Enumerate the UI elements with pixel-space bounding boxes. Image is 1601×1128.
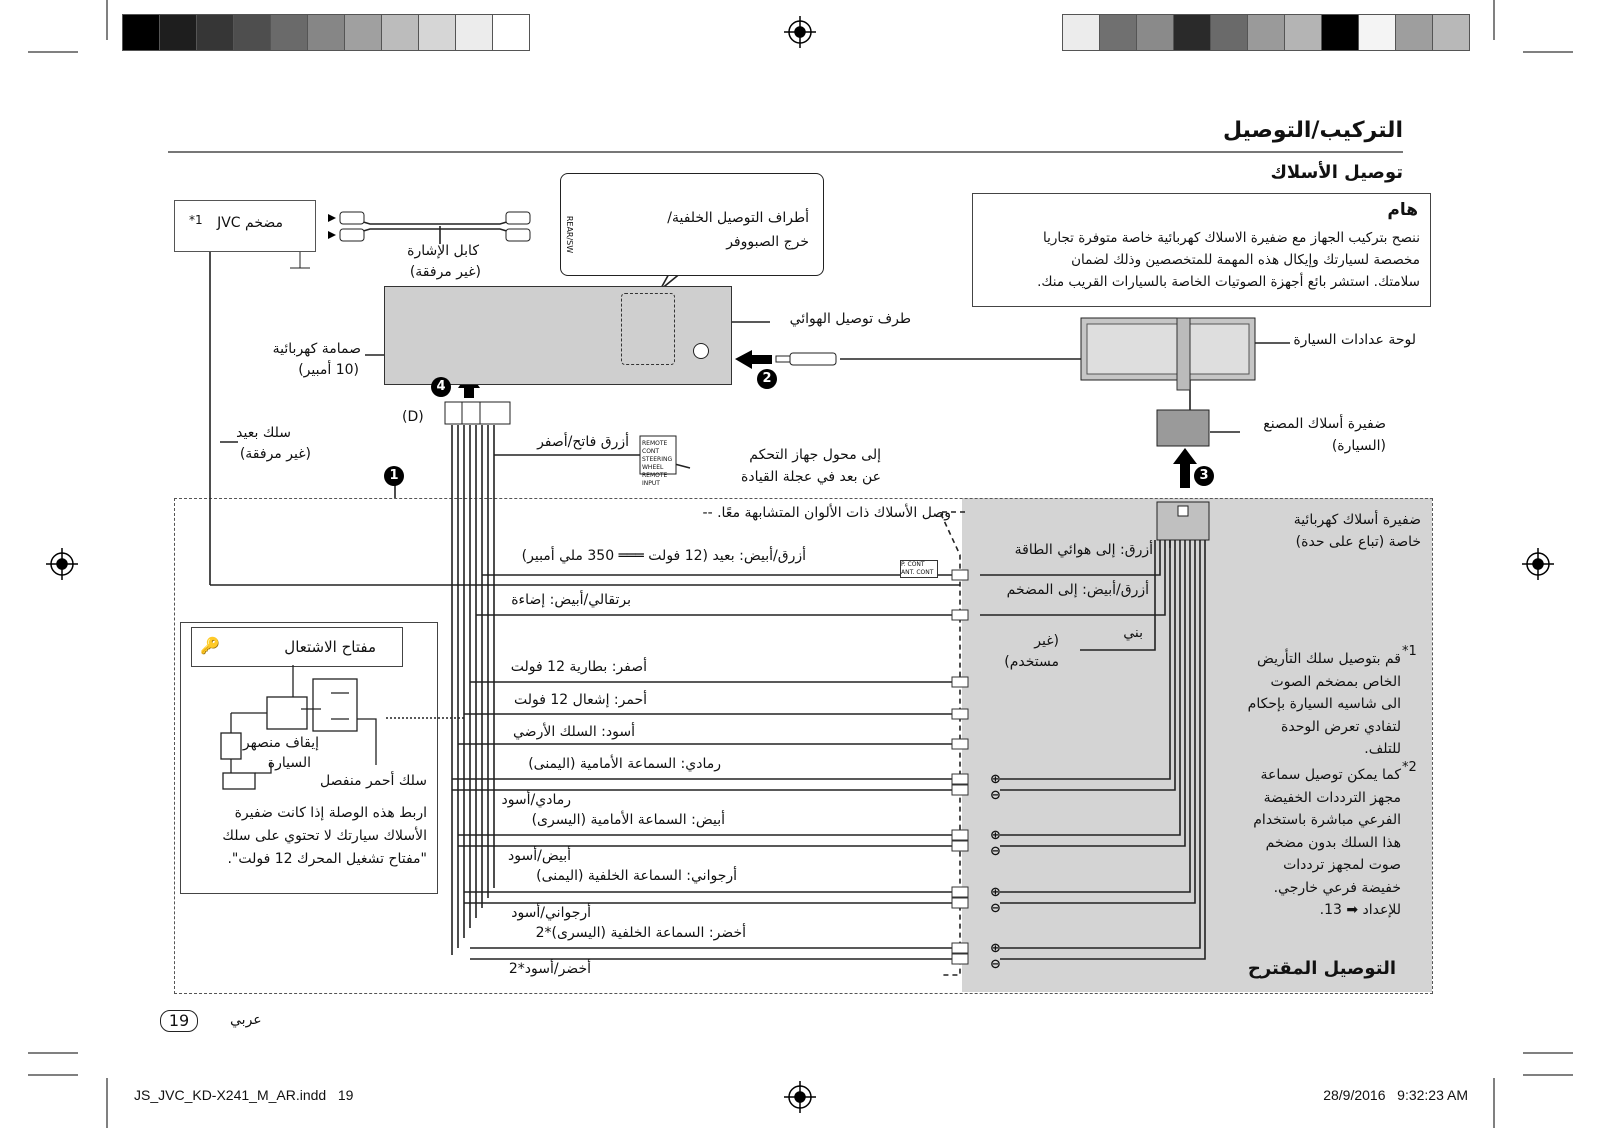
svg-text:⊕: ⊕ <box>990 772 1001 787</box>
section-title: توصيل الأسلاك <box>1270 162 1403 183</box>
car-harness-label: (السيارة) <box>1331 438 1386 454</box>
important-note-line: سلامتك. استشر بائع أجهزة الصوتيات الخاصة بالسيارات القريب منك. <box>1037 274 1420 290</box>
pcont-tag: P. CONT ANT. CONT <box>900 560 938 578</box>
signal-cable-label: (غير مرفقة) <box>409 264 481 280</box>
right-wire-label: أزرق/أبيض: إلى المضخم <box>1006 582 1149 598</box>
wire-label: أبيض/أسود <box>508 848 571 864</box>
ignition-note: "مفتاح تشغيل المحرك 12 فولت". <box>227 851 427 867</box>
svg-text:⊖: ⊖ <box>990 957 1001 972</box>
rear-sw-label: أطراف التوصيل الخلفية/ <box>667 210 809 226</box>
print-date: 28/9/2016 9:32:23 AM <box>1323 1087 1468 1103</box>
remote-target-label: عن بعد في عجلة القيادة <box>741 469 881 485</box>
fuse-label: صمامة كهربائية <box>272 341 361 357</box>
important-note-line: مخصصة لسيارتك وإيكال هذه المهمة للمتخصصين وذلك لضمان <box>1071 252 1420 268</box>
step-badge: 2 <box>757 369 777 389</box>
svg-text:⊖: ⊖ <box>990 844 1001 859</box>
antenna-terminal-label: طرف توصيل الهوائي <box>789 311 911 327</box>
wire-label: أحمر: إشعال 12 فولت <box>513 692 647 708</box>
remote-target-label: إلى محول جهاز التحكم <box>749 447 881 463</box>
ignition-title: مفتاح الاشتعال <box>284 638 376 656</box>
wire-label: أخضر/أسود*2 <box>508 961 591 977</box>
wire-label: رمادي: السماعة الأمامية (اليمنى) <box>528 756 721 772</box>
wire-label: أبيض: السماعة الأمامية (اليسرى) <box>531 812 725 828</box>
remote-tag: REMOTE CONT STEERING WHEEL REMOTE INPUT <box>642 440 673 487</box>
ignition-key-icon: 🔑 <box>200 636 220 655</box>
page-number: 19 <box>160 1010 198 1032</box>
wire-label: برتقالي/أبيض: إضاءة <box>511 592 631 608</box>
wire-label: أصفر: بطارية 12 فولت <box>510 659 647 675</box>
car-harness-label: ضفيرة أسلاك المصنع <box>1263 416 1386 432</box>
footnote-1: قم بتوصيل سلك التأريض الخاص بمضخم الصوت الى شاسيه السيارة بإحكام لتفادي تعرض الوحدة للتلف. <box>1247 651 1401 757</box>
step-badge: 3 <box>1194 466 1214 486</box>
red-wire-label: سلك أحمر منفصل <box>320 773 427 789</box>
harness-label: خاصة (تباع على حدة) <box>1295 534 1421 550</box>
remote-wire-label: أزرق فاتح/أصفر <box>537 434 629 450</box>
important-note-title: هام <box>1387 200 1418 220</box>
rear-sw-tag: REAR/SW <box>565 215 575 254</box>
stop-switch-label: إيقاف منصهر <box>242 735 319 751</box>
footnote-mark: *1 <box>1402 644 1417 659</box>
car-label: السيارة <box>267 755 311 771</box>
ignition-note: الأسلاك سيارتك لا تحتوي على سلك <box>222 828 427 844</box>
svg-text:⊖: ⊖ <box>990 901 1001 916</box>
wire-label: أرجواني/أسود <box>511 905 591 921</box>
important-note-line: ننصح بتركيب الجهاز مع ضفيرة الاسلاك كهربائية خاصة متوفرة تجاريا <box>1042 230 1420 246</box>
page-title: التركيب/التوصيل <box>1222 118 1403 143</box>
signal-cable-label: كابل الإشارة <box>407 243 479 259</box>
wire-label: أرجواني: السماعة الخلفية (اليمنى) <box>536 868 737 884</box>
fuse-label: (10 أمبير) <box>298 362 359 378</box>
right-wire-label: بني <box>1123 625 1143 641</box>
jvc-amp-note: *1 <box>189 213 203 227</box>
car-dashboard-label: لوحة عدادات السيارة <box>1293 332 1416 348</box>
ignition-note: اربط هذه الوصلة إذا كانت ضفيرة <box>234 805 427 821</box>
svg-text:⊕: ⊕ <box>990 885 1001 900</box>
footnote-2: كما يمكن توصيل سماعة مجهز الترددات الخفيضة الفرعي مباشرة باستخدام هذا السلك بدون مضخم صوت لمجهز ترددات خفيضة فرعي خارجي. للإعداد ➡ 13. <box>1253 767 1401 918</box>
harness-label: ضفيرة أسلاك كهربائية <box>1293 512 1421 528</box>
print-file-name: JS_JVC_KD-X241_M_AR.indd 19 <box>134 1087 354 1103</box>
jvc-amp-label: مضخم JVC <box>217 215 283 231</box>
right-wire-label: أزرق: إلى هوائي الطاقة <box>1014 542 1153 558</box>
wire-label: أزرق/أبيض: بعيد (12 فولت ═══ 350 ملي أمبير) <box>521 548 806 564</box>
wire-label: وصل الأسلاك ذات الألوان المتشابهة معًا. -- <box>702 505 951 521</box>
step-badge: 4 <box>431 377 451 397</box>
right-wire-label: (غير <box>1034 633 1059 649</box>
right-wire-label: مستخدم) <box>1004 654 1059 670</box>
svg-text:⊖: ⊖ <box>990 788 1001 803</box>
svg-text:⊕: ⊕ <box>990 941 1001 956</box>
ext-wire-label: سلك بعيد <box>236 425 291 441</box>
page-language: عربي <box>230 1012 262 1028</box>
step-badge: 1 <box>384 466 404 486</box>
svg-text:⊕: ⊕ <box>990 828 1001 843</box>
wire-label: رمادي/أسود <box>501 792 571 808</box>
rear-sw-label: خرج الصبووفر <box>726 234 809 250</box>
footnote-mark: *2 <box>1402 760 1417 775</box>
wire-label: أسود: السلك الأرضي <box>513 724 635 740</box>
wire-label: أخضر: السماعة الخلفية (اليسرى)*2 <box>535 925 746 941</box>
d-label: (D) <box>402 409 424 425</box>
recommended-title: التوصيل المقترح <box>1247 958 1396 979</box>
ext-wire-label: (غير مرفقة) <box>239 446 311 462</box>
